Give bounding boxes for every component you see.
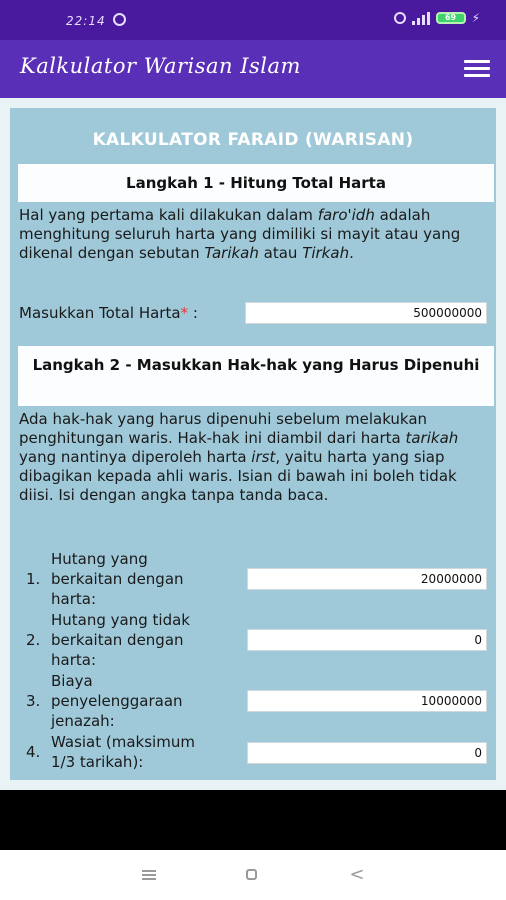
step1-description: Hal yang pertama kali dilakukan dalam faro'idh adalah menghitung seluruh harta yang dimiliki si mayit atau yang dikenal dengan sebutan Tarikah atau Tirkah. bbox=[19, 206, 461, 262]
notification-app-icon bbox=[113, 13, 126, 26]
wasiat-label: Wasiat (maksimum 1/3 tarikah): bbox=[51, 733, 195, 771]
hutang-harta-input[interactable] bbox=[247, 568, 487, 590]
home-icon[interactable] bbox=[240, 864, 264, 886]
required-mark: * bbox=[180, 304, 189, 322]
hutang-harta-label: Hutang yang berkaitan dengan harta: bbox=[51, 550, 184, 608]
hamburger-menu-icon[interactable] bbox=[464, 60, 490, 78]
recent-apps-icon[interactable] bbox=[138, 864, 162, 886]
step2-heading: Langkah 2 - Masukkan Hak-hak yang Harus Dipenuhi bbox=[18, 346, 494, 406]
signal-icon bbox=[412, 12, 430, 25]
status-icons bbox=[394, 11, 480, 25]
hutang-lain-label: Hutang yang tidak berkaitan dengan harta: bbox=[51, 611, 190, 669]
alarm-icon bbox=[394, 12, 406, 24]
back-icon[interactable]: < bbox=[349, 864, 365, 885]
item-number: 3. bbox=[26, 692, 41, 710]
item-number: 1. bbox=[26, 570, 41, 588]
app-title: Kalkulator Warisan Islam bbox=[20, 54, 301, 78]
card-title: KALKULATOR FARAID (WARISAN) bbox=[92, 130, 414, 150]
biaya-jenazah-label: Biaya penyelenggaraan jenazah: bbox=[51, 672, 183, 730]
step2-description: Ada hak-hak yang harus dipenuhi sebelum melakukan penghitungan waris. Hak-hak ini diambil dari harta tarikah yang nantinya diperoleh harta irst, yaitu harta yang siap dibagikan kepada ahli waris. Isian di bawah ini boleh tidak diisi. Isi dengan angka tanpa tanda baca. bbox=[19, 410, 459, 504]
item-number: 2. bbox=[26, 631, 41, 649]
system-nav-bar bbox=[0, 850, 506, 900]
wasiat-input[interactable] bbox=[247, 742, 487, 764]
bottom-spacer bbox=[0, 790, 506, 850]
total-harta-input[interactable] bbox=[245, 302, 487, 324]
biaya-jenazah-input[interactable] bbox=[247, 690, 487, 712]
hutang-lain-input[interactable] bbox=[247, 629, 487, 651]
battery-icon: 69 bbox=[436, 12, 466, 24]
status-time: 22:14 bbox=[66, 14, 106, 28]
app-bar bbox=[0, 40, 506, 98]
calculator-card bbox=[10, 108, 496, 780]
total-harta-label: Masukkan Total Harta* : bbox=[19, 304, 198, 322]
step1-heading: Langkah 1 - Hitung Total Harta bbox=[18, 164, 494, 202]
main-content bbox=[0, 98, 506, 790]
item-number: 4. bbox=[26, 743, 41, 761]
charging-icon: ⚡ bbox=[471, 11, 480, 25]
status-bar bbox=[0, 0, 506, 40]
